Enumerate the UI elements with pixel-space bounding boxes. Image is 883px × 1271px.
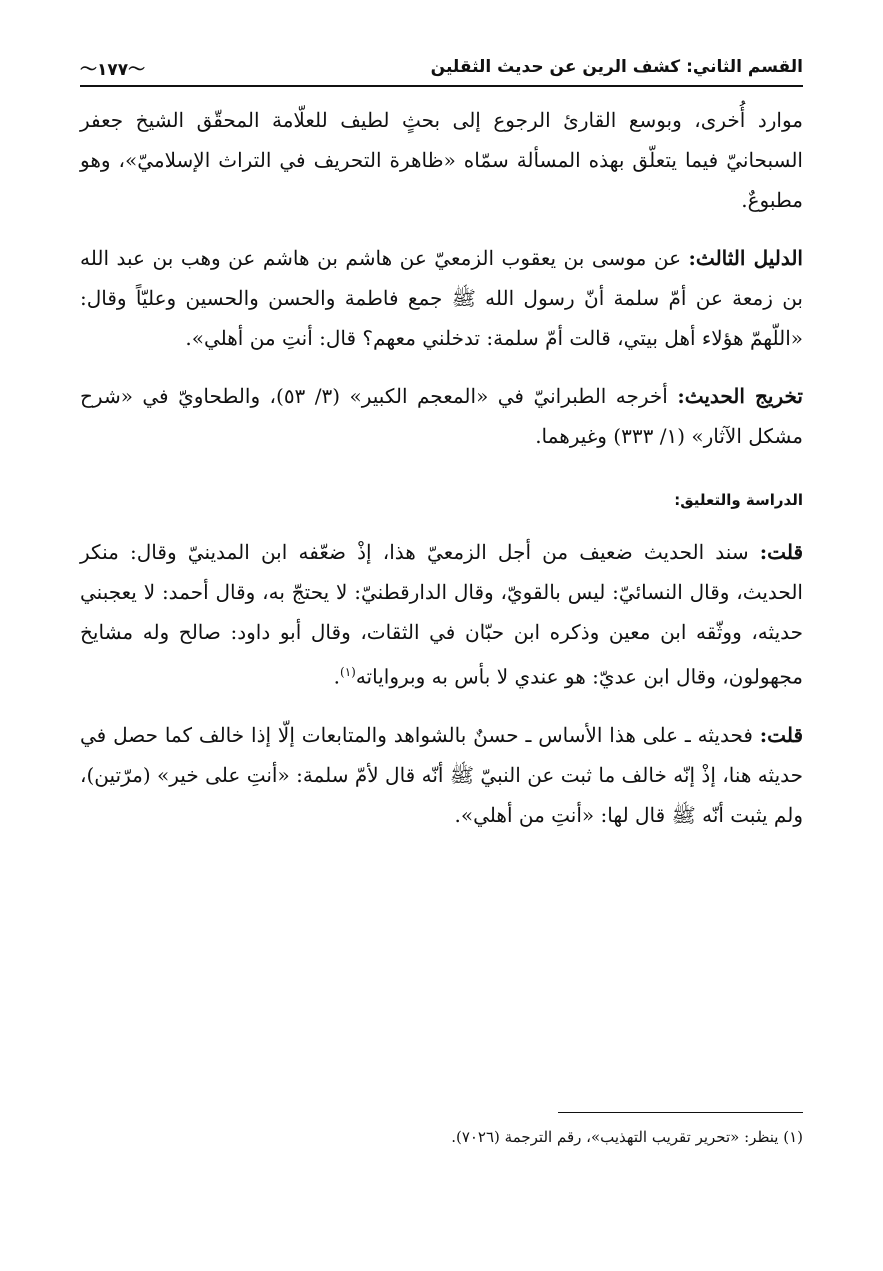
page-number: 〜١٧٧〜	[80, 60, 146, 80]
paragraph: قلت: سند الحديث ضعيف من أجل الزمعيّ هذا، إذْ ضعّفه ابن المدينيّ وقال: منكر الحديث، وقال النسائيّ: ليس بالقويّ، وقال الدارقطنيّ: لا يحتجّ به، وقال أحمد: لا يعجبني حديثه، ووثّقه ابن معين وذكره ابن حبّان في الثقات، وقال أبو داود: صالح وله مشايخ مجهولون، وقال ابن عديّ: هو عندي لا بأس به وبرواياته$^{(١)}$.	[80, 540, 803, 689]
footnote-separator	[558, 1112, 803, 1113]
paragraph: تخريج الحديث: أخرجه الطبرانيّ في «المعجم الكبير» (٣/ ٥٣)، والطحاويّ في «شرح مشكل الآثار» (١/ ٣٣٣) وغيرهما.	[80, 384, 804, 448]
running-header	[80, 55, 803, 87]
footnote: (١) ينظر: «تحرير تقريب التهذيب»، رقم الترجمة (٧٠٢٦).	[451, 1128, 803, 1146]
paragraph: موارد أُخرى، وبوسع القارئ الرجوع إلى بحثٍ لطيف للعلّامة المحقّق الشيخ جعفر السبحانيّ فيما يتعلّق بهذه المسألة سمّاه «ظاهرة التحريف في التراث الإسلاميّ»، وهو مطبوعٌ.	[80, 108, 803, 212]
paragraph: الدليل الثالث: عن موسى بن يعقوب الزمعيّ عن هاشم بن هاشم عن وهب بن عبد الله بن زمعة عن أمّ سلمة أنّ رسول الله ﷺ جمع فاطمة والحسن والحسين وعليّاً وقال: «اللّهمّ هؤلاء أهل بيتي، قالت أمّ سلمة: تدخلني معهم؟ قال: أنتِ من أهلي».	[80, 246, 803, 350]
footnote-marker: (١)	[340, 665, 356, 679]
paragraph: قلت: فحديثه ـ على هذا الأساس ـ حسنٌ بالشواهد والمتابعات إلّا إذا خالف كما حصل في حديثه هنا، إذْ إنّه خالف ما ثبت عن النبيّ ﷺ أنّه قال لأمّ سلمة: «أنتِ على خير» (مرّتين)، ولم يثبت أنّه ﷺ قال لها: «أنتِ من أهلي».	[80, 722, 803, 827]
main-text	[80, 100, 803, 853]
header-title: القسم الثاني: كشف الرين عن حديث الثقلين	[430, 57, 803, 77]
section-heading: الدراسة والتعليق:	[674, 491, 803, 509]
